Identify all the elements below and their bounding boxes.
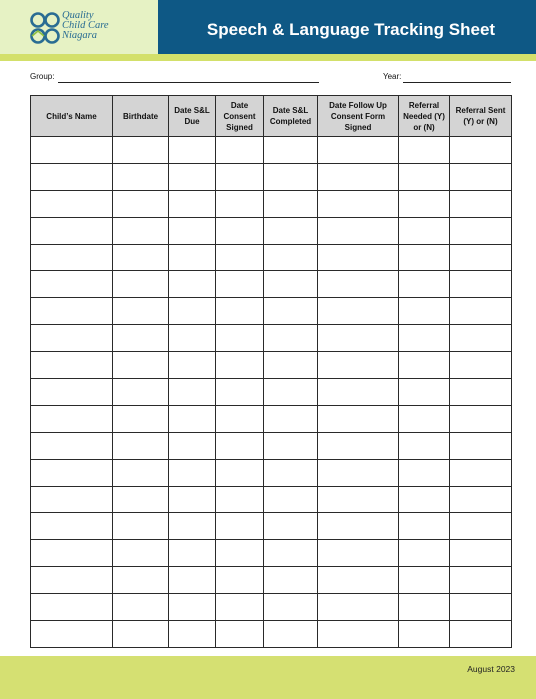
- table-cell[interactable]: [450, 271, 512, 298]
- table-cell[interactable]: [399, 379, 450, 406]
- logo-line: Quality: [62, 10, 94, 21]
- table-row: [31, 405, 512, 432]
- table-cell[interactable]: [216, 352, 264, 379]
- logo-line: Niagara: [62, 30, 98, 41]
- table-cell[interactable]: [264, 190, 318, 217]
- table-cell[interactable]: [450, 486, 512, 513]
- table-cell[interactable]: [113, 432, 169, 459]
- table-cell[interactable]: [216, 513, 264, 540]
- table-cell[interactable]: [216, 298, 264, 325]
- table-body: [31, 137, 512, 648]
- table-cell[interactable]: [450, 244, 512, 271]
- group-label: Group:: [30, 72, 55, 81]
- table-cell[interactable]: [450, 163, 512, 190]
- table-cell[interactable]: [113, 298, 169, 325]
- column-header: Date Follow Up Consent Form Signed: [318, 96, 399, 137]
- table-cell[interactable]: [399, 271, 450, 298]
- table-cell[interactable]: [264, 352, 318, 379]
- table-cell[interactable]: [318, 217, 399, 244]
- column-header: Date S&L Due: [169, 96, 216, 137]
- table-row: [31, 163, 512, 190]
- table-cell[interactable]: [31, 298, 113, 325]
- table-cell[interactable]: [450, 567, 512, 594]
- table-cell[interactable]: [216, 594, 264, 621]
- table-cell[interactable]: [318, 352, 399, 379]
- table-cell[interactable]: [264, 567, 318, 594]
- table-cell[interactable]: [264, 325, 318, 352]
- column-header: Referral Sent (Y) or (N): [450, 96, 512, 137]
- table-cell[interactable]: [113, 271, 169, 298]
- table-cell[interactable]: [169, 217, 216, 244]
- column-header: Referral Needed (Y) or (N): [399, 96, 450, 137]
- table-cell[interactable]: [450, 379, 512, 406]
- table-cell[interactable]: [450, 459, 512, 486]
- table-cell[interactable]: [216, 567, 264, 594]
- table-cell[interactable]: [264, 594, 318, 621]
- table-cell[interactable]: [318, 271, 399, 298]
- table-cell[interactable]: [31, 190, 113, 217]
- column-header: Birthdate: [113, 96, 169, 137]
- table-cell[interactable]: [318, 379, 399, 406]
- table-cell[interactable]: [113, 163, 169, 190]
- table-cell[interactable]: [264, 513, 318, 540]
- table-cell[interactable]: [399, 621, 450, 648]
- table-cell[interactable]: [31, 217, 113, 244]
- table-cell[interactable]: [169, 621, 216, 648]
- table-header-row: [31, 96, 512, 137]
- table-cell[interactable]: [169, 486, 216, 513]
- table-cell[interactable]: [264, 432, 318, 459]
- table-cell[interactable]: [113, 621, 169, 648]
- table-cell[interactable]: [169, 459, 216, 486]
- table-cell[interactable]: [216, 621, 264, 648]
- table-row: [31, 540, 512, 567]
- table-cell[interactable]: [264, 163, 318, 190]
- table-cell[interactable]: [216, 432, 264, 459]
- table-row: [31, 298, 512, 325]
- table-cell[interactable]: [399, 137, 450, 164]
- table-cell[interactable]: [318, 298, 399, 325]
- table-cell[interactable]: [216, 163, 264, 190]
- table-cell[interactable]: [31, 325, 113, 352]
- table-row: [31, 244, 512, 271]
- table-cell[interactable]: [264, 217, 318, 244]
- table-cell[interactable]: [31, 459, 113, 486]
- table-cell[interactable]: [264, 271, 318, 298]
- table-cell[interactable]: [399, 190, 450, 217]
- table-cell[interactable]: [450, 405, 512, 432]
- table-cell[interactable]: [216, 459, 264, 486]
- table-cell[interactable]: [264, 486, 318, 513]
- table-cell[interactable]: [450, 513, 512, 540]
- table-row: [31, 459, 512, 486]
- table-cell[interactable]: [113, 594, 169, 621]
- year-blank-line[interactable]: [403, 82, 511, 83]
- table-cell[interactable]: [264, 621, 318, 648]
- table-cell[interactable]: [216, 486, 264, 513]
- table-cell[interactable]: [31, 594, 113, 621]
- logo: [0, 0, 158, 54]
- group-blank-line[interactable]: [58, 82, 319, 83]
- table-cell[interactable]: [113, 352, 169, 379]
- table-cell[interactable]: [450, 217, 512, 244]
- table-cell[interactable]: [169, 379, 216, 406]
- table-cell[interactable]: [113, 513, 169, 540]
- table-cell[interactable]: [31, 486, 113, 513]
- table-cell[interactable]: [318, 190, 399, 217]
- table-cell[interactable]: [399, 325, 450, 352]
- table-cell[interactable]: [169, 244, 216, 271]
- table-cell[interactable]: [450, 352, 512, 379]
- table-cell[interactable]: [399, 567, 450, 594]
- table-cell[interactable]: [113, 190, 169, 217]
- table-cell[interactable]: [264, 137, 318, 164]
- table-row: [31, 513, 512, 540]
- table-cell[interactable]: [169, 513, 216, 540]
- table-cell[interactable]: [399, 459, 450, 486]
- table-cell[interactable]: [450, 540, 512, 567]
- table-cell[interactable]: [216, 244, 264, 271]
- table-cell[interactable]: [169, 298, 216, 325]
- table-cell[interactable]: [169, 352, 216, 379]
- table-cell[interactable]: [450, 325, 512, 352]
- table-row: [31, 217, 512, 244]
- table-cell[interactable]: [450, 137, 512, 164]
- table-cell[interactable]: [318, 325, 399, 352]
- table-cell[interactable]: [450, 432, 512, 459]
- table-cell[interactable]: [31, 352, 113, 379]
- table-cell[interactable]: [399, 163, 450, 190]
- table-cell[interactable]: [31, 540, 113, 567]
- page-header: [0, 0, 536, 54]
- logo-icon: [29, 11, 61, 45]
- table-cell[interactable]: [318, 540, 399, 567]
- table-cell[interactable]: [216, 271, 264, 298]
- table-cell[interactable]: [31, 432, 113, 459]
- table-row: [31, 621, 512, 648]
- year-label: Year:: [383, 72, 402, 81]
- table-cell[interactable]: [399, 513, 450, 540]
- table-cell[interactable]: [318, 621, 399, 648]
- table-row: [31, 594, 512, 621]
- column-header: Date S&L Completed: [264, 96, 318, 137]
- table-cell[interactable]: [169, 432, 216, 459]
- table-cell[interactable]: [318, 163, 399, 190]
- table-cell[interactable]: [399, 298, 450, 325]
- table-cell[interactable]: [169, 190, 216, 217]
- column-header: Child’s Name: [31, 96, 113, 137]
- table-row: [31, 567, 512, 594]
- table-cell[interactable]: [169, 137, 216, 164]
- table-cell[interactable]: [31, 513, 113, 540]
- table-cell[interactable]: [216, 379, 264, 406]
- table-row: [31, 486, 512, 513]
- title-bar: [158, 0, 536, 54]
- table-cell[interactable]: [31, 621, 113, 648]
- table-cell[interactable]: [399, 486, 450, 513]
- table-cell[interactable]: [264, 298, 318, 325]
- table-cell[interactable]: [318, 405, 399, 432]
- table-cell[interactable]: [318, 137, 399, 164]
- table-cell[interactable]: [113, 137, 169, 164]
- table-cell[interactable]: [169, 567, 216, 594]
- header-divider: [0, 54, 536, 61]
- table-cell[interactable]: [264, 540, 318, 567]
- table-cell[interactable]: [113, 405, 169, 432]
- table-cell[interactable]: [318, 244, 399, 271]
- table-cell[interactable]: [169, 594, 216, 621]
- table-cell[interactable]: [264, 379, 318, 406]
- table-cell[interactable]: [318, 432, 399, 459]
- table-cell[interactable]: [318, 486, 399, 513]
- table-cell[interactable]: [450, 298, 512, 325]
- table-cell[interactable]: [264, 244, 318, 271]
- page-footer: [0, 656, 536, 699]
- column-header: Date Consent Signed: [216, 96, 264, 137]
- table-cell[interactable]: [318, 459, 399, 486]
- table-row: [31, 352, 512, 379]
- table-row: [31, 432, 512, 459]
- table-cell[interactable]: [169, 271, 216, 298]
- table-cell[interactable]: [216, 405, 264, 432]
- table-cell[interactable]: [31, 137, 113, 164]
- table-row: [31, 379, 512, 406]
- table-row: [31, 325, 512, 352]
- table-cell[interactable]: [169, 163, 216, 190]
- table-row: [31, 190, 512, 217]
- table-cell[interactable]: [399, 405, 450, 432]
- table-cell[interactable]: [399, 352, 450, 379]
- logo-wordmark: [62, 11, 109, 41]
- table-cell[interactable]: [399, 432, 450, 459]
- table-cell[interactable]: [31, 379, 113, 406]
- table-cell[interactable]: [31, 163, 113, 190]
- table-cell[interactable]: [113, 244, 169, 271]
- table-cell[interactable]: [31, 244, 113, 271]
- table-cell[interactable]: [399, 540, 450, 567]
- table-cell[interactable]: [169, 540, 216, 567]
- table-cell[interactable]: [318, 513, 399, 540]
- logo-line: Child Care: [62, 20, 109, 31]
- table-cell[interactable]: [216, 540, 264, 567]
- table-cell[interactable]: [399, 217, 450, 244]
- table-cell[interactable]: [399, 594, 450, 621]
- table-cell[interactable]: [216, 137, 264, 164]
- table-cell[interactable]: [113, 567, 169, 594]
- table-cell[interactable]: [113, 217, 169, 244]
- table-cell[interactable]: [264, 405, 318, 432]
- table-cell[interactable]: [216, 217, 264, 244]
- table-cell[interactable]: [113, 486, 169, 513]
- footer-date: August 2023: [467, 664, 515, 674]
- table-cell[interactable]: [216, 325, 264, 352]
- table-cell[interactable]: [450, 594, 512, 621]
- table-cell[interactable]: [113, 379, 169, 406]
- table-cell[interactable]: [399, 244, 450, 271]
- table-cell[interactable]: [264, 459, 318, 486]
- table-cell[interactable]: [169, 325, 216, 352]
- group-field: [30, 72, 54, 81]
- table-cell[interactable]: [450, 621, 512, 648]
- table-cell[interactable]: [113, 540, 169, 567]
- table-row: [31, 271, 512, 298]
- table-cell[interactable]: [31, 271, 113, 298]
- table-cell[interactable]: [113, 325, 169, 352]
- page-title: Speech & Language Tracking Sheet: [206, 20, 496, 39]
- table-cell[interactable]: [31, 405, 113, 432]
- table-cell[interactable]: [318, 567, 399, 594]
- tracking-table: [30, 95, 512, 648]
- table-cell[interactable]: [318, 594, 399, 621]
- table-cell[interactable]: [216, 190, 264, 217]
- table-cell[interactable]: [113, 459, 169, 486]
- table-cell[interactable]: [31, 567, 113, 594]
- table-cell[interactable]: [450, 190, 512, 217]
- table-row: [31, 137, 512, 164]
- table-cell[interactable]: [169, 405, 216, 432]
- year-field: [383, 72, 401, 81]
